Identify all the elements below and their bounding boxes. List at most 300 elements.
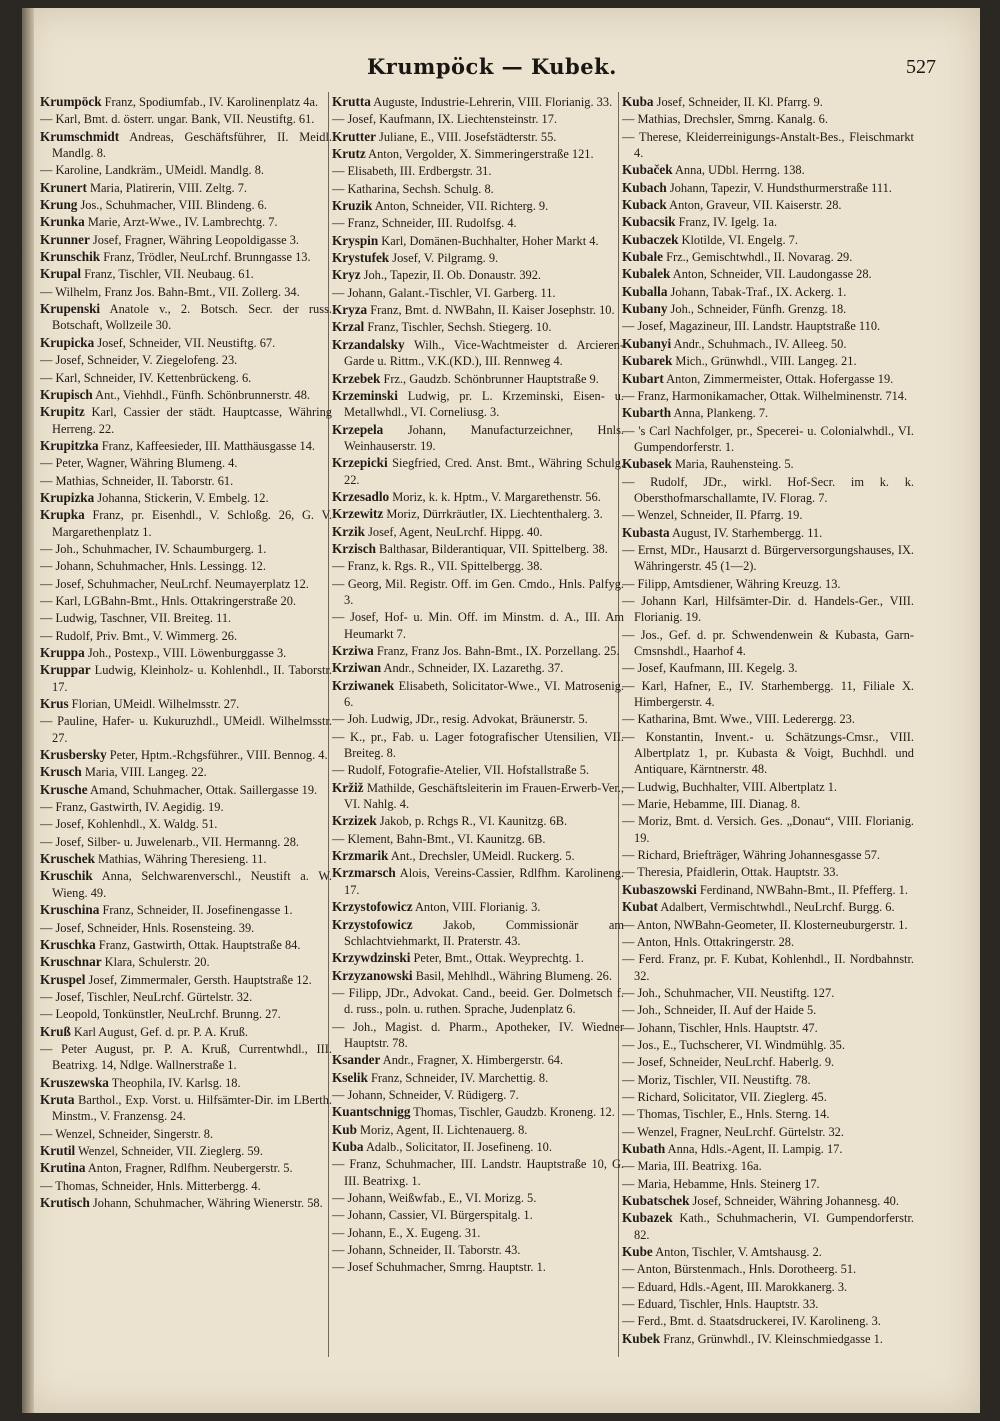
directory-entry: [332, 319, 624, 335]
directory-entry: [622, 162, 914, 178]
entry-details: — Wenzel, Schneider, Singerstr. 8.: [40, 1126, 214, 1141]
directory-entry: [332, 1087, 624, 1103]
directory-entry: [332, 181, 624, 197]
entry-details: Anton, Graveur, VII. Kaiserstr. 28.: [666, 198, 842, 213]
directory-entry: [40, 301, 332, 334]
entry-details: — Wenzel, Fragner, NeuLrchf. Gürtelstr. 32.: [622, 1124, 844, 1139]
directory-entry: [332, 917, 624, 950]
entry-details: Anatole v., 2. Botsch. Secr. der russ. Botschaft, Wollzeile 30.: [52, 302, 332, 333]
entry-surname: Kubach: [622, 179, 667, 195]
directory-entry: [622, 660, 914, 676]
entry-surname: Kruta: [40, 1091, 75, 1107]
directory-entry: [332, 1225, 624, 1241]
entry-surname: Kryspin: [332, 232, 379, 248]
entry-details: — Josef, Hof- u. Min. Off. im Minstm. d. A., III. Am Heumarkt 7.: [332, 610, 624, 641]
page-number: 527: [906, 56, 936, 78]
entry-surname: Krupitzka: [40, 437, 99, 453]
running-head: Krumpöck — Kubek.: [367, 54, 617, 79]
directory-entry: [332, 831, 624, 847]
entry-surname: Kubasta: [622, 524, 670, 540]
entry-details: — Josef, Kaufmann, III. Kegelg. 3.: [622, 661, 798, 676]
entry-details: — Franz, Gastwirth, IV. Aegidig. 19.: [40, 800, 224, 815]
directory-entry: [40, 610, 332, 626]
entry-details: Florian, UMeidl. Wilhelmsstr. 27.: [68, 697, 240, 712]
entry-details: — Johann, Tischler, Hnls. Hauptstr. 47.: [622, 1020, 818, 1035]
entry-details: — Elisabeth, III. Erdbergstr. 31.: [332, 164, 492, 179]
entry-details: Thomas, Tischler, Gaudzb. Kroneng. 12.: [410, 1105, 615, 1120]
entry-surname: Kryz: [332, 267, 361, 283]
entry-surname: Kruß: [40, 1023, 71, 1039]
directory-entry: [332, 198, 624, 214]
directory-entry: [622, 542, 914, 575]
directory-entry: [332, 1070, 624, 1086]
directory-entry: [622, 627, 914, 660]
directory-entry: [40, 490, 332, 506]
entry-details: — Joh., Schuhmacher, IV. Schaumburgerg. 1.: [40, 541, 267, 556]
entry-surname: Krziwa: [332, 643, 374, 658]
directory-entry: [332, 215, 624, 231]
directory-entry: [40, 1160, 332, 1176]
directory-entry: [40, 782, 332, 798]
entry-details: Ant., Viehhdl., Fünfh. Schönbrunnerstr. 48.: [92, 387, 310, 402]
entry-surname: Kubaček: [622, 162, 673, 178]
entry-surname: Kub: [332, 1121, 357, 1137]
entry-surname: Kubat: [622, 899, 658, 915]
directory-entry: [40, 1126, 332, 1142]
entry-details: — 's Carl Nachfolger, pr., Specerei- u. Colonialwhdl., VI. Gumpendorferstr. 1.: [622, 423, 914, 454]
entry-details: Kath., Schuhmacherin, VI. Gumpendorferstr. 82.: [634, 1211, 914, 1242]
entry-details: — Ferd., Bmt. d. Staatsdruckerei, IV. Karolineng. 3.: [622, 1314, 881, 1329]
entry-details: — Filipp, JDr., Advokat. Cand., beeid. Ger. Dolmetsch f. d. russ., poln. u. ruthen. Sprache, Judenplatz 6.: [332, 985, 624, 1017]
directory-entry: [332, 524, 624, 540]
directory-entry: [40, 1092, 332, 1125]
entry-details: Franz, Grünwhdl., IV. Kleinschmiedgasse 1.: [660, 1331, 883, 1346]
entry-details: — Johann, Schneider, II. Taborstr. 43.: [332, 1243, 521, 1258]
entry-details: Karl, Cassier der städt. Hauptcasse, Währing Herreng. 22.: [52, 405, 332, 436]
directory-entry: [40, 713, 332, 746]
directory-entry: [332, 388, 624, 421]
directory-entry: [622, 1193, 914, 1209]
entry-surname: Krzmarsch: [332, 865, 396, 881]
entry-details: Joh., Schneider, Fünfh. Grenzg. 18.: [667, 302, 847, 317]
column-right: [622, 94, 914, 1384]
entry-surname: Krutta: [332, 94, 371, 109]
entry-surname: Kruschik: [40, 868, 93, 884]
entry-surname: Kruszewska: [40, 1074, 109, 1090]
entry-surname: Kubatschek: [622, 1193, 690, 1208]
entry-details: Franz, IV. Igelg. 1a.: [675, 215, 778, 230]
entry-surname: Kruschka: [40, 936, 96, 952]
directory-entry: [332, 1104, 624, 1120]
entry-details: Jakob, Commissionär am Schlachtviehmarkt, II. Praterstr. 43.: [344, 917, 624, 948]
directory-entry: [622, 1296, 914, 1312]
entry-details: — Josef, Schneider, NeuLrchf. Haberlg. 9.: [622, 1055, 835, 1070]
entry-details: Siegfried, Cred. Anst. Bmt., Währing Schulg. 22.: [344, 456, 624, 487]
entry-details: — Richard, Solicitator, VII. Zieglerg. 45.: [622, 1089, 827, 1104]
directory-entry: [332, 233, 624, 249]
entry-details: — Karl, LGBahn-Bmt., Hnls. Ottakringerstraße 20.: [40, 593, 297, 608]
directory-entry: [40, 747, 332, 763]
entry-surname: Kubale: [622, 249, 664, 265]
directory-entry: [40, 628, 332, 644]
entry-details: Karl, Domänen-Buchhalter, Hoher Markt 4.: [378, 233, 599, 248]
entry-surname: Krzmarik: [332, 848, 389, 864]
entry-details: Franz, Trödler, NeuLrchf. Brunngasse 13.: [100, 250, 311, 265]
entry-details: Anna, Selchwarenverschl., Neustift a. W. Wieng. 49.: [52, 869, 332, 900]
entry-surname: Kruspel: [40, 971, 86, 987]
entry-surname: Krutil: [40, 1142, 76, 1158]
directory-entry: [332, 1207, 624, 1223]
directory-entry: [332, 848, 624, 864]
entry-surname: Krutter: [332, 128, 376, 144]
directory-entry: [40, 507, 332, 540]
entry-details: Ant., Drechsler, UMeidl. Ruckerg. 5.: [388, 849, 575, 864]
entry-details: — Johann, Galant.-Tischler, VI. Garberg. 11.: [332, 285, 556, 300]
entry-details: Mathias, Währing Theresieng. 11.: [94, 852, 267, 867]
entry-details: — Johann, Schuhmacher, Hnls. Lessingg. 12.: [40, 559, 266, 574]
entry-details: Johanna, Stickerin, V. Embelg. 12.: [94, 490, 269, 505]
directory-entry: [622, 507, 914, 523]
entry-details: — Wenzel, Schneider, II. Pfarrg. 19.: [622, 508, 803, 523]
entry-details: Josef, Schneider, II. Kl. Pfarrg. 9.: [653, 95, 823, 109]
directory-entry: [622, 1141, 914, 1157]
entry-details: Franz, Franz Jos. Bahn-Bmt., IX. Porzellang. 25.: [373, 644, 620, 658]
entry-details: Franz, pr. Eisenhdl., V. Schloßg. 26, G. V. Margarethenplatz 1.: [52, 508, 332, 539]
directory-entry: [40, 111, 332, 127]
entry-details: Johann, Tapezir, V. Hundsthurmerstraße 111.: [666, 180, 892, 195]
entry-details: — Ernst, MDr., Hausarzt d. Bürgerversorgungshauses, IX. Währingerstr. 45 (1—2).: [622, 542, 914, 574]
directory-entry: [40, 662, 332, 695]
entry-details: Adalb., Solicitator, II. Josefineng. 10.: [363, 1139, 552, 1154]
directory-entry: [622, 985, 914, 1001]
entry-surname: Krupizka: [40, 489, 95, 505]
directory-entry: [332, 1122, 624, 1138]
directory-entry: [40, 197, 332, 213]
entry-surname: Krusche: [40, 781, 88, 797]
entry-surname: Krusbersky: [40, 747, 107, 763]
entry-surname: Krzyzanowski: [332, 967, 413, 983]
directory-entry: [40, 284, 332, 300]
entry-surname: Krziwanek: [332, 677, 395, 693]
entry-surname: Kruschina: [40, 902, 100, 918]
entry-details: — Klement, Bahn-Bmt., VI. Kaunitzg. 6B.: [332, 831, 546, 846]
entry-surname: Krupicka: [40, 334, 95, 350]
entry-surname: Kubany: [622, 301, 668, 317]
directory-entry: [332, 94, 624, 110]
entry-details: — Johann, E., X. Eugeng. 31.: [332, 1225, 481, 1240]
entry-details: Wenzel, Schneider, VII. Zieglerg. 59.: [75, 1143, 263, 1158]
entry-details: Ferdinand, NWBahn-Bmt., II. Pfefferg. 1.: [696, 882, 908, 897]
entry-details: Franz, Schneider, IV. Marchettig. 8.: [367, 1070, 549, 1085]
entry-details: Franz, Schneider, II. Josefinengasse 1.: [99, 903, 293, 918]
entry-details: Josef, Schneider, VII. Neustiftg. 67.: [94, 335, 276, 350]
directory-entry: [622, 1054, 914, 1070]
entry-details: Franz, Tischler, Sechsh. Stiegerg. 10.: [364, 320, 552, 335]
entry-details: Frz., Gaudzb. Schönbrunner Hauptstraße 9.: [380, 371, 599, 386]
entry-surname: Krupitz: [40, 404, 85, 420]
entry-details: — Therese, Kleiderreinigungs-Anstalt-Bes., Fleischmarkt 4.: [622, 129, 914, 161]
entry-details: Jakob, p. Rchgs R., VI. Kaunitzg. 6B.: [376, 814, 568, 829]
directory-entry: [40, 404, 332, 437]
column-middle: [332, 94, 624, 1384]
entry-details: — Johann, Cassier, VI. Bürgerspitalg. 1.: [332, 1208, 533, 1223]
entry-surname: Krunschik: [40, 249, 101, 265]
entry-surname: Kubaszowski: [622, 881, 697, 897]
entry-details: — Franz, Schuhmacher, III. Landstr. Hauptstraße 10, G. III. Beatrixg. 1.: [332, 1157, 624, 1188]
directory-entry: [622, 405, 914, 421]
entry-details: — Katharina, Bmt. Wwe., VIII. Lederergg. 23.: [622, 712, 855, 727]
directory-entry: [332, 711, 624, 727]
directory-entry: [40, 1041, 332, 1074]
entry-details: Joh., Tapezir, II. Ob. Donaustr. 392.: [360, 268, 542, 283]
entry-details: — Joh. Ludwig, JDr., resig. Advokat, Bräunerstr. 5.: [332, 712, 588, 727]
entry-surname: Krupal: [40, 266, 82, 282]
directory-entry: [622, 474, 914, 507]
directory-entry: [622, 111, 914, 127]
directory-entry: [332, 865, 624, 898]
entry-details: — Filipp, Amtsdiener, Währing Kreuzg. 13.: [622, 576, 841, 591]
entry-details: — Jos., E., Tuchscherer, VI. Windmühlg. 35.: [622, 1037, 845, 1052]
directory-entry: [40, 162, 332, 178]
directory-entry: [332, 1052, 624, 1068]
entry-details: — Theresia, Pfaidlerin, Ottak. Hauptstr. 33.: [622, 865, 839, 880]
directory-entry: [40, 954, 332, 970]
directory-entry: [40, 266, 332, 282]
entry-details: Anna, UDbl. Herrng. 138.: [672, 163, 805, 178]
entry-details: — Johann, Weißwfab., E., VI. Morizg. 5.: [332, 1191, 537, 1205]
entry-details: Franz, Bmt. d. NWBahn, II. Kaiser Josephstr. 10.: [367, 303, 615, 318]
directory-entry: [40, 1178, 332, 1194]
entry-details: Frz., Gemischtwhdl., II. Novarag. 29.: [663, 250, 853, 265]
directory-entry: [40, 1075, 332, 1091]
entry-surname: Kubaczek: [622, 231, 679, 247]
directory-entry: [622, 318, 914, 334]
directory-entry: [622, 197, 914, 213]
entry-details: — Mathias, Drechsler, Smrng. Kanalg. 6.: [622, 112, 828, 127]
entry-surname: Krzisch: [332, 540, 376, 556]
entry-surname: Kuba: [332, 1138, 364, 1154]
entry-details: — Peter August, pr. P. A. Kruß, Currentwhdl., III. Beatrixg. 14, Ndlge. Wallnerstraße 1.: [40, 1041, 332, 1073]
directory-entry: [622, 301, 914, 317]
directory-entry: [622, 779, 914, 795]
directory-entry: [622, 1020, 914, 1036]
directory-entry: [332, 285, 624, 301]
directory-entry: [622, 593, 914, 626]
directory-entry: [40, 249, 332, 265]
directory-entry: [332, 371, 624, 387]
entry-details: — Josef, Schuhmacher, NeuLrchf. Neumayerplatz 12.: [40, 576, 309, 591]
directory-entry: [332, 1190, 624, 1206]
directory-entry: [40, 94, 332, 110]
directory-entry: [332, 250, 624, 266]
entry-details: Basil, Mehlhdl., Währing Blumeng. 26.: [412, 968, 612, 983]
page-header: [22, 54, 980, 88]
entry-surname: Kruschek: [40, 851, 95, 867]
entry-details: — Peter, Wagner, Währing Blumeng. 4.: [40, 456, 238, 471]
entry-details: Elisabeth, Solicitator-Wwe., VI. Matrosenig. 6.: [344, 678, 624, 710]
entry-details: — Jos., Gef. d. pr. Schwendenwein & Kubasta, Garn-Cmsnshdl., Haarhof 4.: [622, 627, 914, 658]
directory-entry: [622, 711, 914, 727]
entry-details: — Katharina, Sechsh. Schulg. 8.: [332, 181, 494, 196]
directory-entry: [332, 899, 624, 915]
entry-details: Anton, Schneider, VII. Laudongasse 28.: [670, 267, 872, 282]
entry-details: Anna, Plankeng. 7.: [671, 406, 769, 421]
entry-surname: Krutisch: [40, 1195, 90, 1210]
directory-entry: [40, 834, 332, 850]
entry-surname: Kruschnar: [40, 954, 102, 970]
directory-entry: [622, 214, 914, 230]
entry-details: — Franz, Schneider, III. Rudolfsg. 4.: [332, 216, 517, 231]
entry-surname: Krusch: [40, 764, 82, 780]
entry-details: Andr., Schneider, IX. Lazarethg. 37.: [381, 661, 564, 676]
directory-entry: [40, 387, 332, 403]
entry-details: — Moriz, Bmt. d. Versich. Ges. „Donau“, VIII. Florianig. 19.: [622, 814, 914, 845]
entry-details: Klara, Schulerstr. 20.: [101, 955, 210, 970]
directory-entry: [40, 1006, 332, 1022]
entry-details: — Joh., Magist. d. Pharm., Apotheker, IV. Wiedner Hauptstr. 78.: [332, 1019, 624, 1050]
directory-entry: [622, 934, 914, 950]
entry-surname: Kruzik: [332, 198, 373, 214]
directory-entry: [332, 985, 624, 1018]
directory-entry: [332, 163, 624, 179]
entry-details: — Franz, Harmonikamacher, Ottak. Wilhelminenstr. 714.: [622, 388, 908, 403]
entry-details: — Thomas, Schneider, Hnls. Mitterbergg. 4.: [40, 1178, 261, 1193]
entry-details: — Konstantin, Invent.- u. Schätzungs-Cmsr., VIII. Albertplatz 1, pr. Kubasta & Voigt, Buchhdl. und Antiquare, Kärntnerstr. 48.: [622, 729, 914, 777]
entry-details: Klotilde, VI. Engelg. 7.: [678, 232, 798, 247]
entry-surname: Kubarth: [622, 405, 672, 421]
entry-surname: Krzik: [332, 523, 365, 539]
entry-details: Peter, Bmt., Ottak. Weyprechtg. 1.: [410, 951, 584, 966]
directory-entry: [622, 678, 914, 711]
entry-surname: Krystufek: [332, 250, 390, 266]
entry-details: Franz, Spodiumfab., IV. Karolinenplatz 4a.: [101, 95, 319, 109]
entry-surname: Kuantschnigg: [332, 1104, 411, 1120]
entry-details: Maria, Platirerin, VIII. Zeltg. 7.: [86, 180, 248, 195]
entry-details: Wilh., Vice-Wachtmeister d. Arcieren-Garde u. Rittm., V.K.(KD.), III. Rennweg 4.: [344, 337, 624, 369]
entry-details: — Anton, Bürstenmach., Hnls. Dorotheerg. 51.: [622, 1262, 857, 1277]
directory-entry: [622, 284, 914, 300]
entry-details: — Rudolf, Priv. Bmt., V. Wimmerg. 26.: [40, 628, 238, 643]
directory-entry: [332, 780, 624, 813]
entry-details: — Georg, Mil. Registr. Off. im Gen. Cmdo., Hnls. Palfyg. 3.: [332, 576, 624, 607]
directory-entry: [622, 266, 914, 282]
entry-details: — Josef, Magazineur, III. Landstr. Hauptstraße 110.: [622, 319, 881, 334]
entry-details: Maria, Rauhensteing. 5.: [671, 457, 794, 472]
entry-surname: Krupisch: [40, 386, 93, 402]
entry-details: — Johann Karl, Hilfsämter-Dir. d. Handels-Ger., VIII. Florianig. 19.: [622, 593, 914, 625]
directory-entry: [332, 422, 624, 455]
entry-details: Anton, Fragner, Rdlfhm. Neubergerstr. 5.: [85, 1161, 293, 1176]
directory-entry: [40, 902, 332, 918]
entry-surname: Krung: [40, 197, 78, 213]
entry-surname: Krzewitz: [332, 506, 384, 522]
entry-surname: Krzebek: [332, 370, 381, 386]
directory-entry: [622, 129, 914, 162]
entry-details: Adalbert, Vermischtwhdl., NeuLrchf. Burgg. 6.: [657, 900, 895, 915]
directory-entry: [622, 1210, 914, 1243]
directory-entry: [332, 1156, 624, 1189]
directory-entry: [332, 558, 624, 574]
entry-details: — Joh., Schuhmacher, VII. Neustiftg. 127.: [622, 985, 835, 1000]
column-left: [40, 94, 332, 1384]
directory-entry: [622, 249, 914, 265]
directory-entry: [622, 847, 914, 863]
directory-entry: [332, 950, 624, 966]
entry-details: Franz, Kaffeesieder, III. Matthäusgasse 14.: [98, 438, 316, 453]
entry-details: — Ludwig, Taschner, VII. Breiteg. 11.: [40, 611, 232, 626]
entry-details: Maria, VIII. Langeg. 22.: [81, 765, 207, 780]
entry-details: Barthol., Exp. Vorst. u. Hilfsämter-Dir. im LBerth. Minstm., V. Franzensg. 24.: [52, 1092, 332, 1124]
entry-surname: Kryza: [332, 302, 368, 318]
entry-details: — Rudolf, JDr., wirkl. Hof-Secr. im k. k. Obersthofmarschallamte, IV. Florag. 7.: [622, 474, 914, 505]
entry-surname: Krutz: [332, 146, 366, 162]
entry-details: — Karoline, Landkräm., UMeidl. Mandlg. 8.: [40, 163, 265, 178]
directory-entry: [622, 864, 914, 880]
directory-entry: [40, 1024, 332, 1040]
entry-surname: Krutina: [40, 1160, 86, 1176]
directory-entry: [622, 94, 914, 110]
entry-surname: Krunert: [40, 179, 87, 195]
entry-surname: Kselik: [332, 1069, 368, 1085]
entry-surname: Kuback: [622, 197, 667, 213]
entry-surname: Kubarek: [622, 353, 673, 369]
entry-details: Johann, Manufacturzeichner, Hnls. Weinhauserstr. 19.: [344, 422, 624, 453]
entry-details: — Rudolf, Fotografie-Atelier, VII. Hofstallstraße 5.: [332, 763, 590, 778]
directory-entry: [622, 576, 914, 592]
entry-details: Josef, Fragner, Währing Leopoldigasse 3.: [89, 232, 300, 247]
entry-details: — K., pr., Fab. u. Lager fotografischer Utensilien, VII. Breiteg. 8.: [332, 729, 624, 761]
directory-entry: [622, 1037, 914, 1053]
directory-entry: [332, 813, 624, 829]
entry-details: — Josef Schuhmacher, Smrng. Hauptstr. 1.: [332, 1260, 546, 1275]
entry-surname: Krziwan: [332, 660, 382, 676]
entry-surname: Krupenski: [40, 301, 101, 317]
entry-details: Andr., Schuhmach., IV. Alleeg. 50.: [671, 336, 847, 351]
entry-details: — Eduard, Hdls.-Agent, III. Marokkanerg. 3.: [622, 1279, 848, 1294]
directory-entry: [40, 816, 332, 832]
entry-surname: Krupka: [40, 507, 85, 523]
directory-entry: [622, 1313, 914, 1329]
directory-entry: [332, 1242, 624, 1258]
directory-entry: [40, 851, 332, 867]
entry-surname: Kubath: [622, 1140, 666, 1156]
directory-entry: [40, 455, 332, 471]
directory-entry: [40, 370, 332, 386]
entry-details: — Josef, Schneider, Hnls. Rosensteing. 39.: [40, 920, 255, 935]
directory-entry: [332, 643, 624, 659]
entry-details: Franz, Gastwirth, Ottak. Hauptstraße 84.: [95, 937, 301, 952]
entry-details: Peter, Hptm.-Rchgsführer., VIII. Bennog. 4.: [106, 748, 328, 763]
directory-entry: [622, 371, 914, 387]
entry-details: — Marie, Hebamme, III. Dianag. 8.: [622, 797, 801, 812]
directory-entry: [332, 302, 624, 318]
entry-surname: Krzeminski: [332, 387, 398, 403]
entry-details: Josef, V. Pilgramg. 9.: [389, 251, 499, 266]
directory-entry: [332, 1259, 624, 1275]
entry-surname: Kubazek: [622, 1210, 673, 1226]
entry-surname: Krzandalsky: [332, 336, 405, 352]
directory-entry: [332, 129, 624, 145]
entry-details: Johann, Schuhmacher, Währing Wienerstr. 58.: [89, 1196, 323, 1210]
directory-entry: [40, 541, 332, 557]
directory-entry: [622, 899, 914, 915]
entry-details: Moriz, Agent, II. Lichtenauerg. 8.: [356, 1122, 528, 1137]
entry-details: Juliane, E., VIII. Josefstädterstr. 55.: [375, 129, 557, 144]
entry-details: — Karl, Schneider, IV. Kettenbrückeng. 6.: [40, 370, 252, 385]
entry-surname: Krzizek: [332, 813, 377, 829]
directory-entry: [332, 729, 624, 762]
directory-entry: [622, 1261, 914, 1277]
